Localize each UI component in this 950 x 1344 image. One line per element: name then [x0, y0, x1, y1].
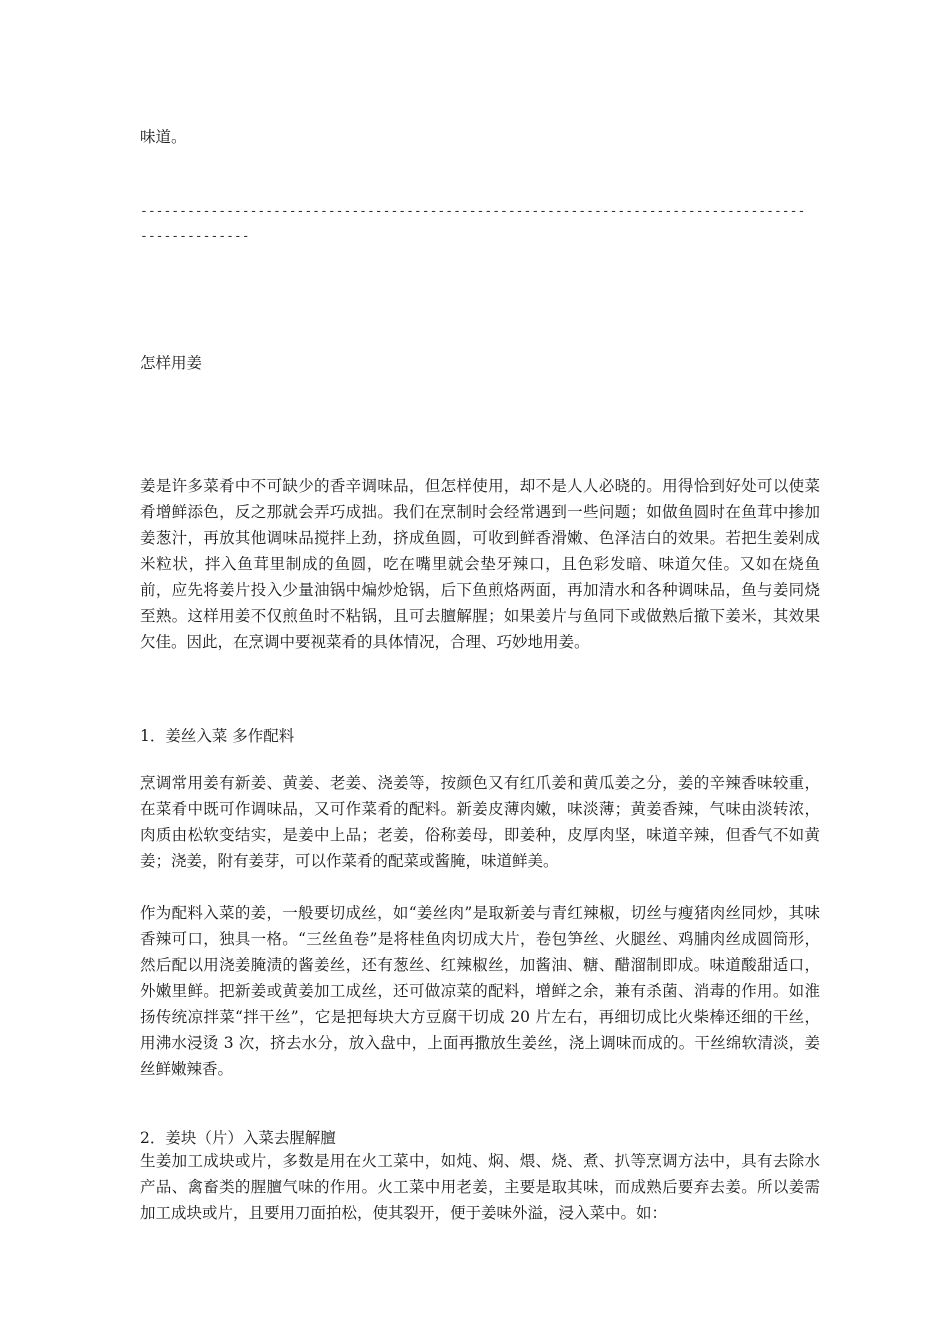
divider-line: ------------------------------------------------------------------------------------- — [140, 204, 806, 219]
section-2-heading: 2．姜块（片）入菜去腥解膻 — [140, 1129, 336, 1147]
section-1-heading: 1．姜丝入菜 多作配料 — [140, 727, 295, 745]
section-1-paragraph-1: 烹调常用姜有新姜、黄姜、老姜、浇姜等，按颜色又有红爪姜和黄瓜姜之分，姜的辛辣香味较重，在菜肴中既可作调味品，又可作菜肴的配料。新姜皮薄肉嫩，味淡薄；黄姜香辣，气味由淡转浓，肉质由松软变结实，是姜中上品；老姜，俗称姜母，即姜种，皮厚肉坚，味道辛辣，但香气不如黄姜；浇姜，附有姜芽，可以作菜肴的配菜或酱腌，味道鲜美。 — [140, 774, 820, 870]
intro-paragraph: 姜是许多菜肴中不可缺少的香辛调味品，但怎样使用，却不是人人必晓的。用得恰到好处可以使菜肴增鲜添色，反之那就会弄巧成拙。我们在烹制时会经常遇到一些问题；如做鱼圆时在鱼茸中掺加姜葱汁，再放其他调味品搅拌上劲，挤成鱼圆，可收到鲜香滑嫩、色泽洁白的效果。若把生姜剁成米粒状，拌入鱼茸里制成的鱼圆，吃在嘴里就会垫牙辣口，且色彩发暗、味道欠佳。又如在烧鱼前，应先将姜片投入少量油锅中煸炒炝锅，后下鱼煎烙两面，再加清水和各种调味品，鱼与姜同烧至熟。这样用姜不仅煎鱼时不粘锅，且可去膻解腥；如果姜片与鱼同下或做熟后撤下姜米，其效果欠佳。因此，在烹调中要视菜肴的具体情况，合理、巧妙地用姜。 — [140, 477, 820, 651]
section-1-paragraph-2: 作为配料入菜的姜，一般要切成丝，如“姜丝肉”是取新姜与青红辣椒，切丝与瘦猪肉丝同炒，其味香辣可口，独具一格。“三丝鱼卷”是将桂鱼肉切成大片，卷包笋丝、火腿丝、鸡脯肉丝成圆筒形，然后配以用浇姜腌渍的酱姜丝，还有葱丝、红辣椒丝，加酱油、糖、醋溜制即成。味道酸甜适口，外嫩里鲜。把新姜或黄姜加工成丝，还可做凉菜的配料，增鲜之余，兼有杀菌、消毒的作用。如淮扬传统凉拌菜“拌干丝”，它是把每块大方豆腐干切成 20 片左右，再细切成比火柴棒还细的干丝，用沸水浸烫 3 次，挤去水分，放入盘中，上面再撒放生姜丝，浇上调味而成的。干丝绵软清淡，姜丝鲜嫩辣香。 — [140, 904, 820, 1078]
divider-line-continuation: -------------- — [140, 229, 250, 244]
section-2-paragraph-1: 生姜加工成块或片，多数是用在火工菜中，如炖、焖、煨、烧、煮、扒等烹调方法中，具有去除水产品、禽畜类的腥膻气味的作用。火工菜中用老姜，主要是取其味，而成熟后要弃去姜。所以姜需加工成块或片，且要用刀面拍松，使其裂开，便于姜味外溢，浸入菜中。如： — [140, 1152, 820, 1222]
previous-section-ending: 味道。 — [140, 128, 187, 146]
article-title: 怎样用姜 — [140, 354, 203, 372]
